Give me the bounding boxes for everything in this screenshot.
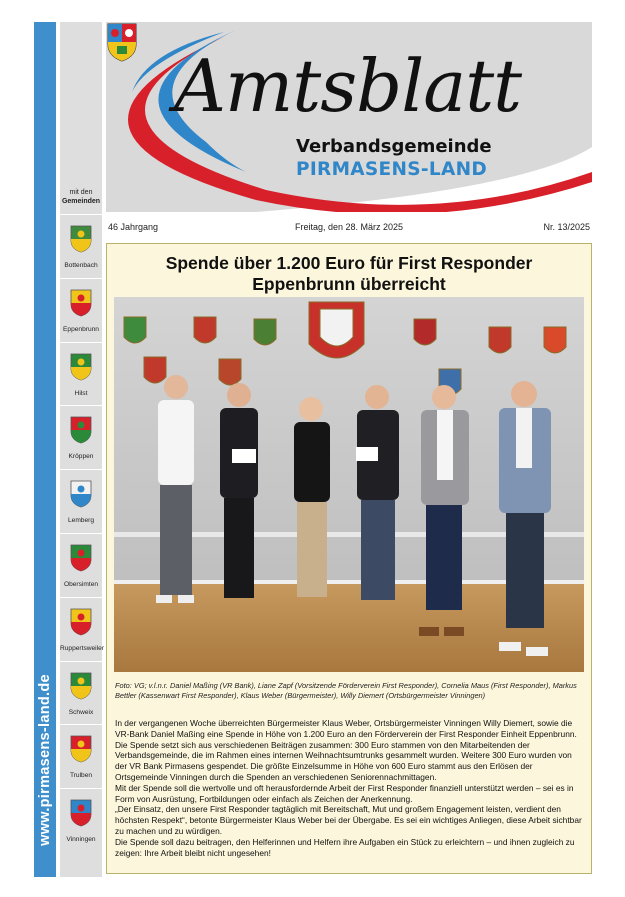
article-headline: [107, 253, 591, 295]
photo-caption: Foto: VG; v.l.n.r. Daniel Maßing (VR Bank), Liane Zapf (Vorsitzende Förderverein First Responder), Cornelia Maus (First Responder), Markus Bettler (Kassenwart First Responder), Klaus Weber (Bürgermeister), Willy Diemert (Ortsbürgermeister Vinningen): [115, 681, 577, 700]
municipality-schweix[interactable]: [60, 661, 102, 725]
municipality-bottenbach[interactable]: [60, 214, 102, 278]
municipality-trulben[interactable]: [60, 724, 102, 788]
municipality-name: Eppenbrunn: [63, 325, 99, 333]
issue-jahrgang: 46 Jahrgang: [108, 222, 159, 232]
issue-info: [106, 222, 592, 236]
municipality-ruppertsweiler[interactable]: [60, 597, 102, 661]
article-paragraph-2: Die Spende setzt sich aus verschiedenen Beiträgen zusammen: 300 Euro stammen von den Mitarbeitenden der Verbandsgemeinde, die im Rahmen eines internen Weihnachtsumtrunks gesammelt wurden. Weitere 300 Euro wurden von der VR Bank Pirmasens gespendet. Die größte Einzelsumme in Höhe von 600 Euro stammt aus den Erlösen der Ortsgemeinde Vinningen durch die Spenden an verschiedenen Seniorennachmittagen.: [115, 739, 572, 782]
vg-name-line2: PIRMASENS-LAND: [296, 159, 488, 180]
municipality-coat-of-arms-icon: [70, 480, 92, 508]
mit-den-text: mit den: [69, 189, 93, 196]
municipality-coat-of-arms-icon: [70, 225, 92, 253]
municipality-coat-of-arms-icon: [70, 289, 92, 317]
article-paragraph-5: Die Spende soll dazu beitragen, den Helferinnen und Helfern ihre Aufgaben ein Stück zu erleichtern – und ihnen zugleich zu zeigen: Ihre Arbeit bleibt nicht ungesehen!: [115, 836, 575, 858]
municipality-coat-of-arms-icon: [70, 416, 92, 444]
municipality-kröppen[interactable]: [60, 405, 102, 469]
municipality-coat-of-arms-icon: [70, 672, 92, 700]
municipality-name: Schweix: [68, 708, 94, 716]
article-photo: [114, 297, 584, 672]
article-box: [106, 243, 592, 874]
municipality-list: [60, 214, 102, 852]
website-url-text: www.pirmasens-land.de: [37, 674, 53, 846]
article-paragraph-4: „Der Einsatz, den unsere First Responder tagtäglich mit Bereitschaft, Mut und großem Engagement leisten, verdient den höchsten Respekt“, betonte Bürgermeister Klaus Weber bei der Übergabe. Es sei ein wichtiges Anliegen, diese Arbeit sichtbar zu machen und zu würdigen.: [115, 804, 582, 836]
municipality-name: Obersimten: [63, 580, 99, 588]
website-url[interactable]: [34, 655, 56, 865]
municipality-hilst[interactable]: [60, 342, 102, 406]
municipality-name: Trulben: [69, 772, 93, 780]
municipality-obersimten[interactable]: [60, 533, 102, 597]
municipality-coat-of-arms-icon: [70, 608, 92, 636]
group-photo-image: [114, 297, 584, 672]
masthead-title: Amtsblatt: [174, 44, 522, 128]
vg-name-line1: Verbandsgemeinde: [296, 136, 492, 157]
gemeinden-text: Gemeinden: [61, 198, 101, 205]
municipality-coat-of-arms-icon: [70, 799, 92, 827]
masthead: [106, 22, 592, 212]
municipality-name: Vinningen: [66, 836, 96, 844]
municipality-name: Lemberg: [67, 517, 95, 525]
article-paragraph-1: In der vergangenen Woche überreichten Bürgermeister Klaus Weber, Ortsbürgermeister Vinningen Willy Diemert, sowie die VR-Bank Daniel Maßing eine Spende in Höhe von 1.200 Euro an den Förderverein der First Responder Einheit Eppenbrunn.: [115, 718, 577, 739]
municipality-name: Kröppen: [68, 453, 94, 461]
municipality-lemberg[interactable]: [60, 469, 102, 533]
article-body: [115, 718, 585, 858]
municipality-name: Hilst: [74, 389, 88, 397]
issue-date: Freitag, den 28. März 2025: [294, 222, 404, 232]
headline-line1: Spende über 1.200 Euro für First Responder: [165, 253, 533, 273]
article-paragraph-3: Mit der Spende soll die wertvolle und oft herausfordernde Arbeit der First Responder finanziell unterstützt werden – sei es in Form von Ausrüstung, Fortbildungen oder einfach als Zeichen der Anerkennung.: [115, 782, 574, 804]
municipality-vinningen[interactable]: [60, 788, 102, 852]
headline-line2: Eppenbrunn überreicht: [252, 274, 446, 294]
municipality-name: Ruppertsweiler: [60, 644, 104, 652]
municipality-eppenbrunn[interactable]: [60, 278, 102, 342]
municipality-coat-of-arms-icon: [70, 735, 92, 763]
municipality-name: Bottenbach: [64, 262, 98, 269]
issue-number: Nr. 13/2025: [543, 222, 590, 232]
vg-coat-of-arms-icon: [106, 22, 138, 62]
municipality-coat-of-arms-icon: [70, 544, 92, 572]
mit-den-gemeinden-label: [60, 188, 102, 206]
municipality-coat-of-arms-icon: [70, 353, 92, 381]
